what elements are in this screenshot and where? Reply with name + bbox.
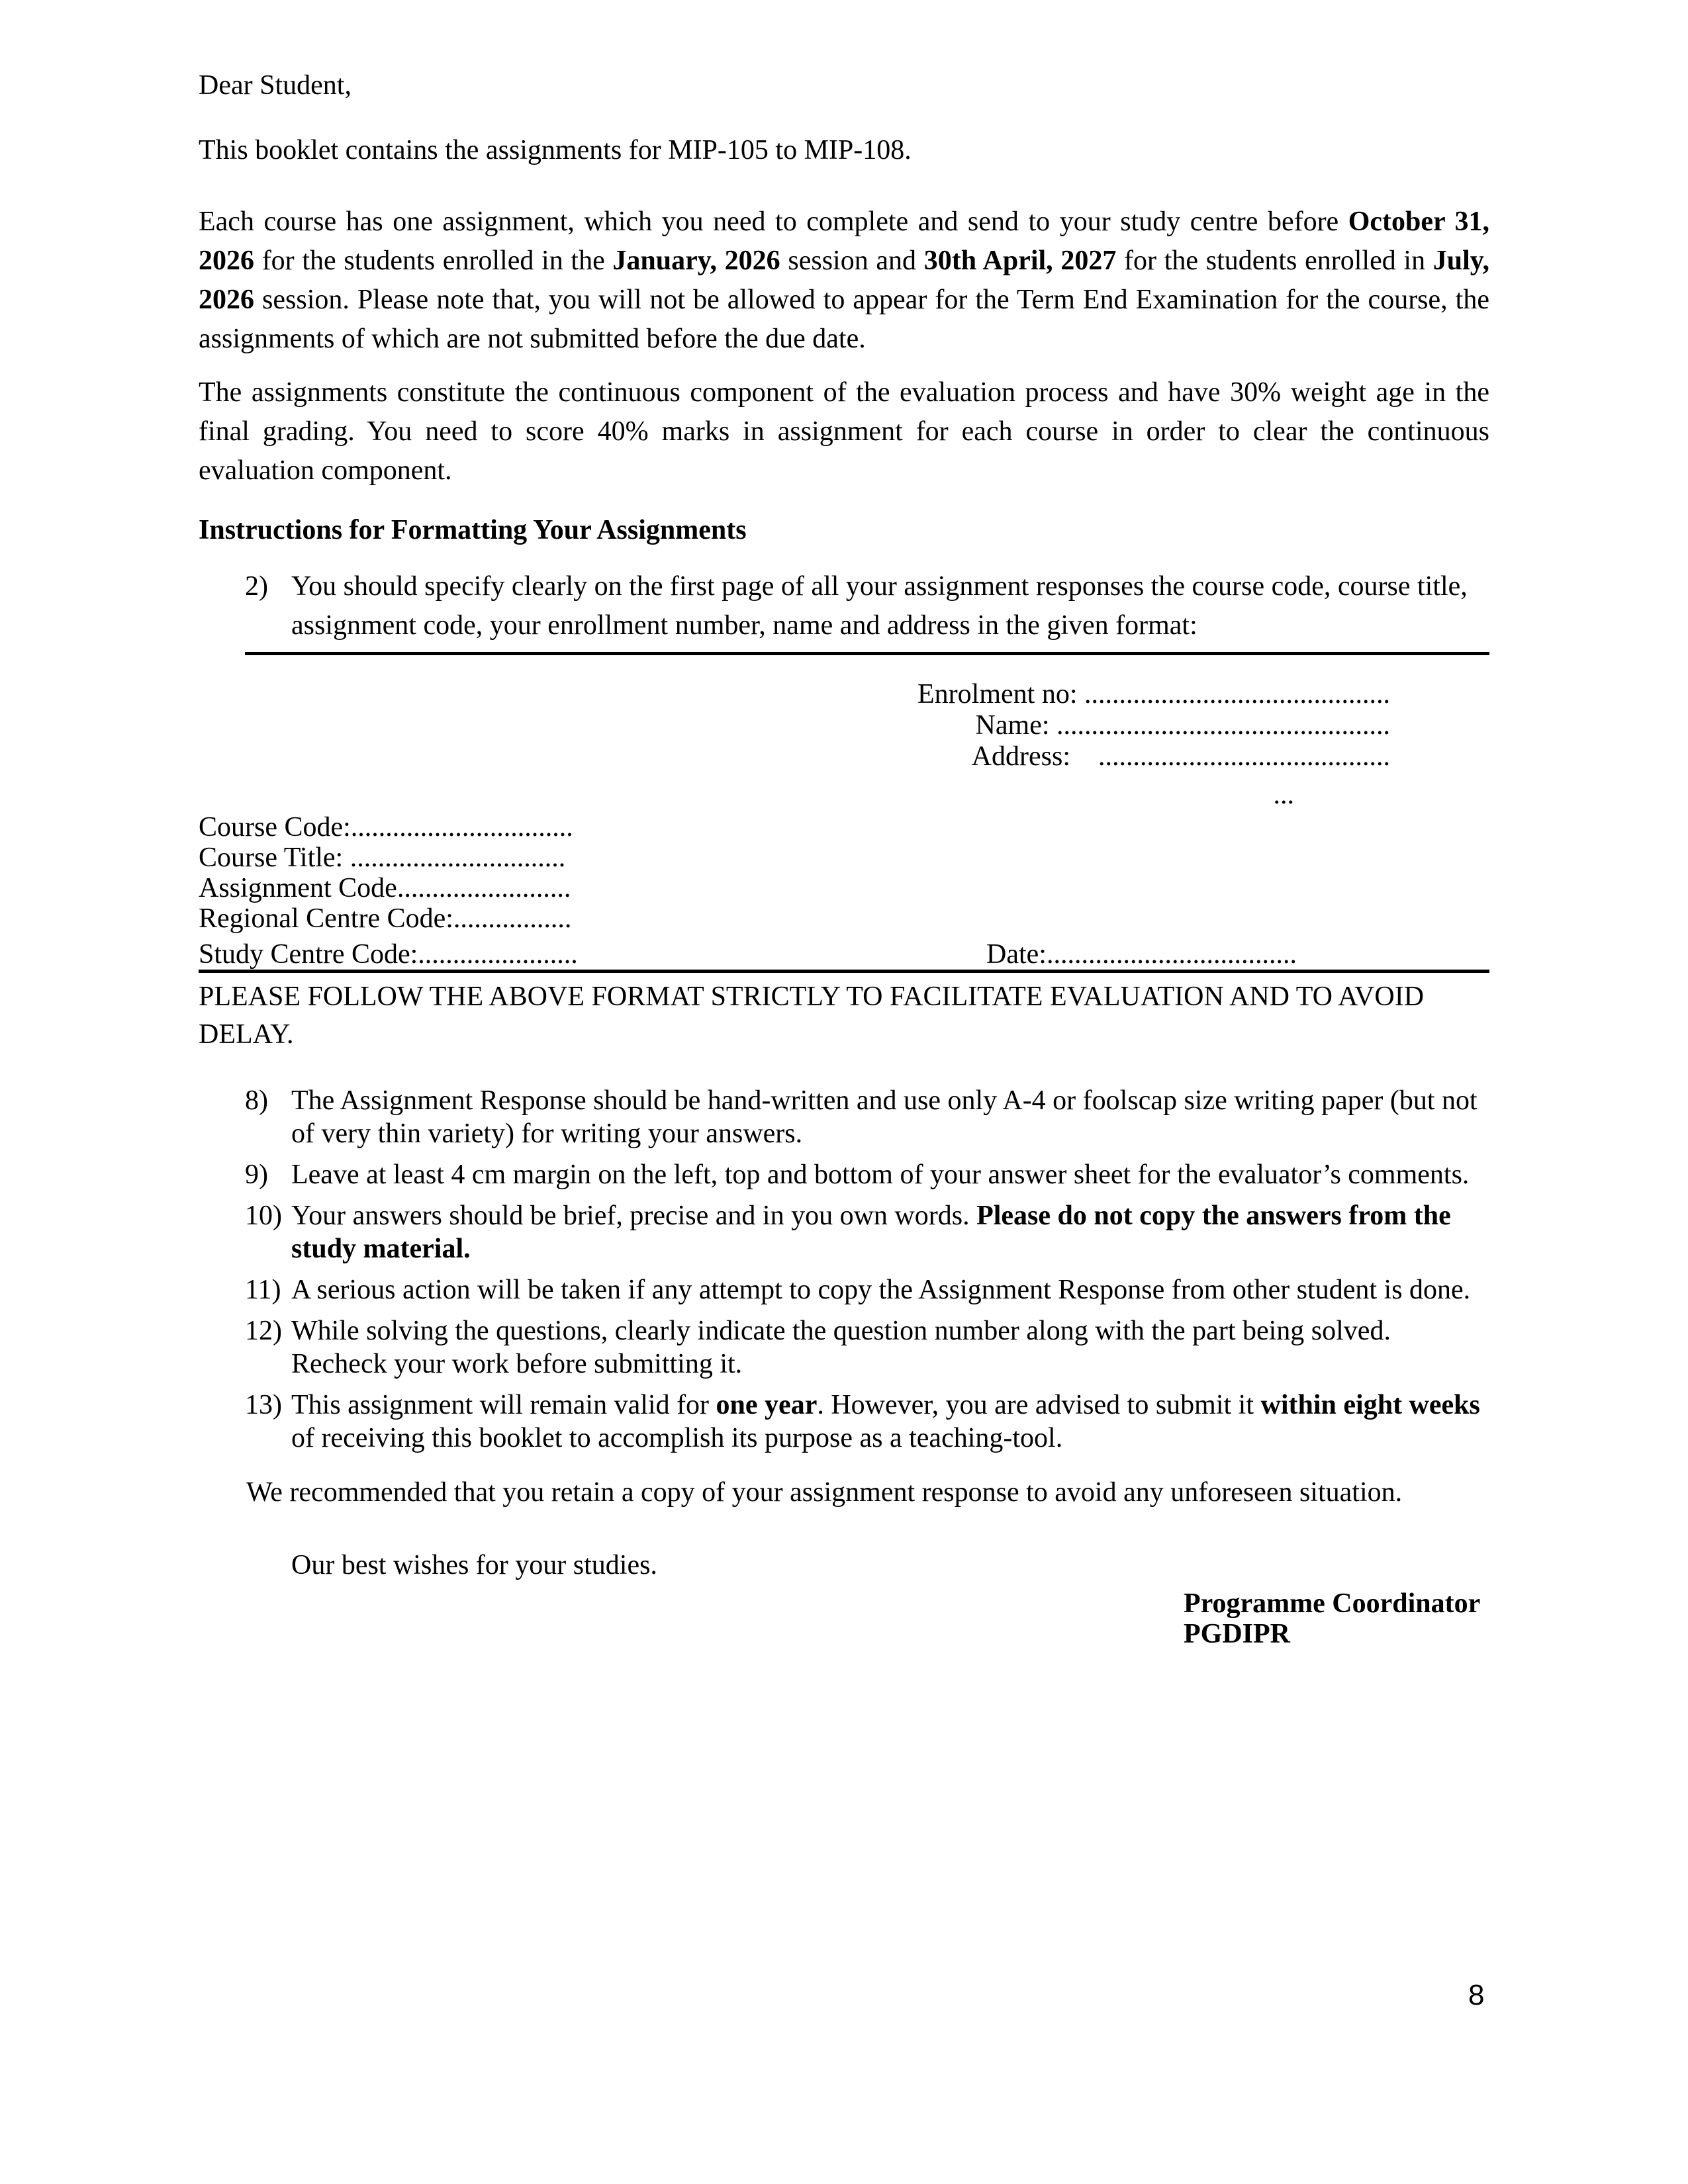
instruction-list	[199, 1084, 1489, 1455]
format-divider-top	[245, 652, 1489, 655]
evaluation-paragraph: The assignments constitute the continuous component of the evaluation process and have 30% weight age in the final grading. You need to score 40% marks in assignment for each course in order to clear the continuous evaluation component.	[199, 377, 1489, 486]
list-item-number: 12)	[245, 1316, 282, 1346]
format-warning-text: PLEASE FOLLOW THE ABOVE FORMAT STRICTLY TO FACILITATE EVALUATION AND TO AVOID DELAY.	[199, 981, 1425, 1050]
list-item-text: This assignment will remain valid for one year. However, you are advised to submit it within eight weeks of receiving this booklet to accomplish its purpose as a teaching-tool.	[291, 1390, 1480, 1453]
format-instruction-item	[199, 567, 1489, 645]
retain-copy-note: We recommended that you retain a copy of your assignment response to avoid any unforeseen situation.	[246, 1477, 1403, 1508]
list-item-text: You should specify clearly on the first page of all your assignment responses the course code, course title, assignment code, your enrollment number, name and address in the given format:	[291, 571, 1468, 641]
study-centre-code-line: Study Centre Code:.......................	[199, 939, 578, 970]
list-item-11	[199, 1273, 1489, 1306]
list-item-8	[199, 1084, 1489, 1150]
page-number: 8	[1468, 1979, 1485, 2011]
list-item-number: 13)	[245, 1390, 282, 1420]
list-item-text: Leave at least 4 cm margin on the left, top and bottom of your answer sheet for the evaluator’s comments.	[291, 1160, 1470, 1190]
list-item-number: 8)	[245, 1085, 268, 1116]
list-item-9	[199, 1158, 1489, 1191]
address-continuation-dots: ...	[1273, 780, 1294, 810]
study-centre-date-row	[199, 939, 1489, 970]
list-item-number: 11)	[245, 1275, 281, 1305]
list-item-text: A serious action will be taken if any attempt to copy the Assignment Response from other student is done.	[291, 1275, 1471, 1305]
list-item-10	[199, 1199, 1489, 1265]
list-item-number: 2)	[245, 571, 268, 602]
best-wishes-text: Our best wishes for your studies.	[291, 1550, 657, 1580]
format-divider-bottom	[199, 970, 1489, 973]
enrolment-block	[199, 679, 1390, 772]
intro-text: This booklet contains the assignments for MIP-105 to MIP-108.	[199, 135, 912, 165]
list-item-text: While solving the questions, clearly indicate the question number along with the part being solved. Recheck your work before submitting it.	[291, 1316, 1391, 1379]
instructions-heading: Instructions for Formatting Your Assignments	[199, 515, 747, 545]
assignment-code-line: Assignment Code.........................	[199, 873, 571, 903]
list-item-13	[199, 1388, 1489, 1455]
signature-title: Programme Coordinator	[1184, 1588, 1481, 1619]
course-code-line: Course Code:................................	[199, 812, 573, 842]
signature-block	[1184, 1588, 1489, 1649]
regional-centre-code-line: Regional Centre Code:.................	[199, 903, 572, 934]
course-details-block	[199, 812, 1489, 970]
address-line: Address: ..........................................	[971, 741, 1390, 772]
list-item-number: 9)	[245, 1160, 268, 1190]
course-title-line: Course Title: ...............................	[199, 842, 566, 873]
enrolment-no-line: Enrolment no: ............................................	[917, 679, 1390, 709]
list-item-number: 10)	[245, 1201, 282, 1231]
deadline-paragraph: Each course has one assignment, which you need to complete and send to your study centre before October 31, 2026 for the students enrolled in the January, 2026 session and 30th April, 2027 for the students enrolled in July, 2026 session. Please note that, you will not be allowed to appear for the Term End Examination for the course, the assignments of which are not submitted before the due date.	[199, 206, 1489, 354]
list-item-12	[199, 1314, 1489, 1381]
signature-programme: PGDIPR	[1184, 1619, 1290, 1649]
list-item-text: Your answers should be brief, precise and in you own words. Please do not copy the answers from the study material.	[291, 1201, 1451, 1264]
salutation-text: Dear Student,	[199, 70, 352, 101]
list-item-text: The Assignment Response should be hand-written and use only A-4 or foolscap size writing paper (but not of very thin variety) for writing your answers.	[291, 1085, 1477, 1149]
date-line: Date:....................................	[986, 939, 1297, 970]
name-line: Name: ................................................	[975, 710, 1390, 741]
